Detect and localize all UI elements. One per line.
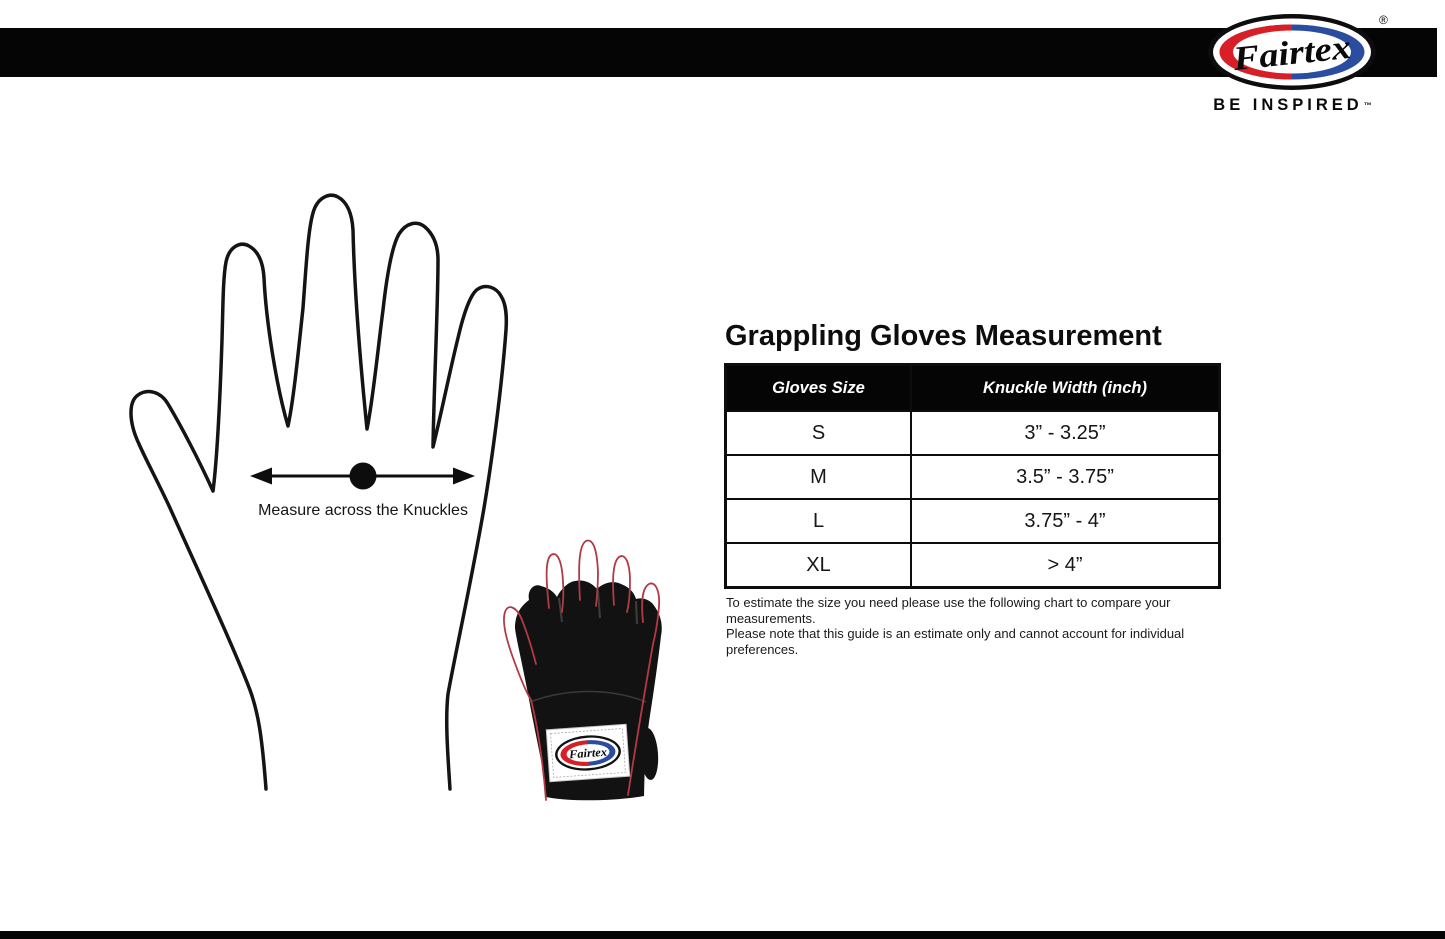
col-header-gloves-size: Gloves Size (726, 365, 912, 412)
size-cell: XL (726, 543, 912, 588)
size-cell: M (726, 455, 912, 499)
width-cell: 3” - 3.25” (911, 411, 1220, 455)
footer-black-bar (0, 931, 1445, 939)
size-cell: S (726, 411, 912, 455)
trademark-icon: ™ (1363, 101, 1372, 110)
table-row (726, 499, 1220, 543)
col-header-knuckle-width: Knuckle Width (inch) (911, 365, 1220, 412)
hand-outline (131, 195, 506, 789)
knuckle-dot (350, 463, 377, 490)
note-line-2: Please note that this guide is an estimate only and cannot account for individual preferences. (726, 626, 1185, 657)
brand-tagline (1195, 96, 1390, 115)
label-fairtex-wordmark: Fairtex (568, 744, 607, 762)
page-title: Grappling Gloves Measurement (725, 320, 1162, 352)
tagline-text: BE INSPIRED (1213, 96, 1363, 114)
width-cell: > 4” (911, 543, 1220, 588)
hand-caption: Measure across the Knuckles (258, 502, 468, 519)
table-header-row (726, 365, 1220, 412)
glove-label (546, 724, 629, 781)
glove-illustration (477, 528, 692, 816)
size-note (726, 595, 1231, 657)
brand-logo (1195, 8, 1395, 118)
registered-trademark-icon: ® (1379, 13, 1388, 27)
width-cell: 3.5” - 3.75” (911, 455, 1220, 499)
size-table (724, 363, 1221, 589)
table-row (726, 455, 1220, 499)
width-cell: 3.75” - 4” (911, 499, 1220, 543)
fairtex-wordmark: Fairtex (1231, 30, 1339, 79)
table-row (726, 411, 1220, 455)
table-row (726, 543, 1220, 588)
hand-measurement-diagram (122, 188, 517, 798)
note-line-1: To estimate the size you need please use the following chart to compare your measurements. (726, 595, 1171, 626)
size-cell: L (726, 499, 912, 543)
